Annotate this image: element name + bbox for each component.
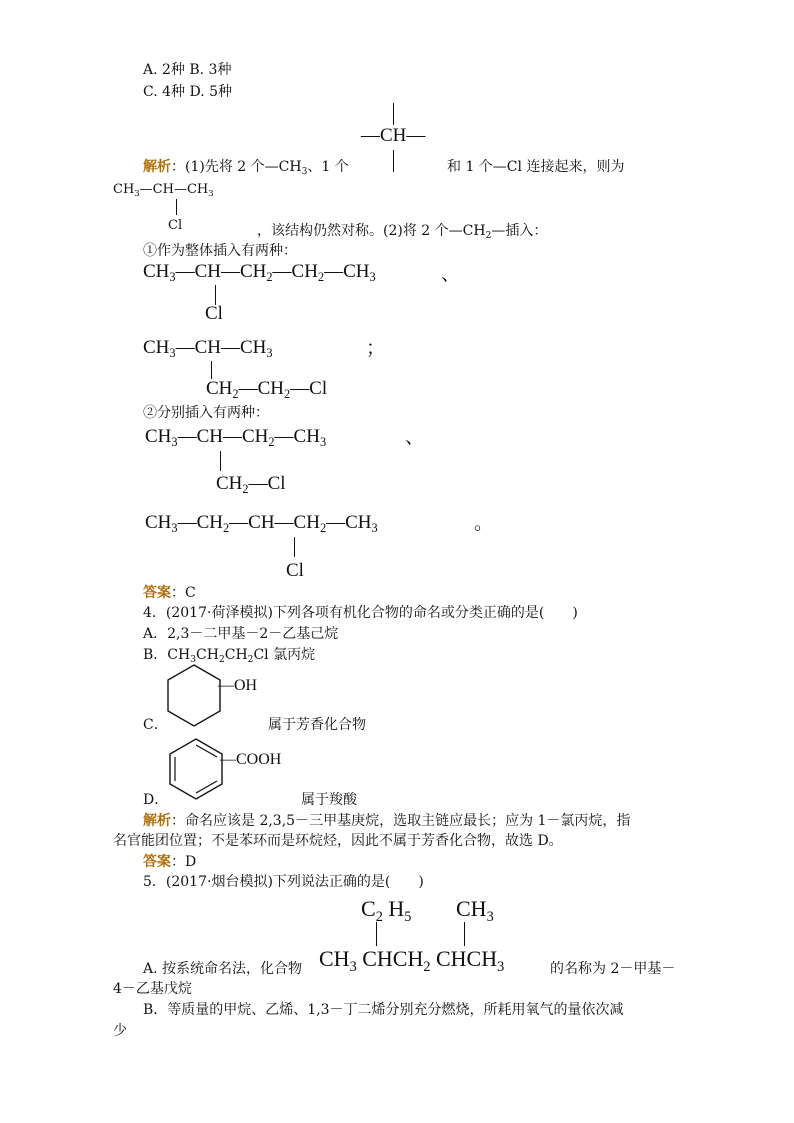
q5-option-a-line2: 4－乙基戊烷: [113, 981, 192, 997]
q5-bond-right: [464, 922, 465, 946]
option-c-oh-group: —OH: [218, 677, 258, 694]
structure-1-bond: [176, 199, 177, 215]
q4-answer: 答案：D: [143, 854, 197, 870]
structure-3-bond: [211, 361, 212, 379]
q5-substituent-c2h5: $C_2$ $H_5$: [361, 896, 412, 925]
analysis-label: 解析: [143, 813, 171, 829]
q3-options-ab: A. 2种 B. 3种: [143, 62, 232, 78]
answer-label: 答案: [143, 585, 171, 601]
structure-4-chain: $CH_3—CH—CH_2—CH_3$: [145, 426, 327, 450]
structure-1-chain: $CH_3—CH—CH_3$: [113, 182, 214, 198]
q4-analysis-line2: 名官能团位置；不是苯环而是环烷烃，因此不属于芳香化合物，故选 D。: [113, 833, 563, 849]
ch-fragment-bottom-bond: [393, 150, 394, 172]
option-d-label: D．: [143, 792, 169, 808]
structure-3-branch: $CH_2—CH_2—Cl$: [206, 378, 328, 402]
q5-bond-left: [376, 922, 377, 946]
cyclohexane-ring-icon: [164, 663, 224, 733]
structure-2-bond: [215, 285, 216, 305]
option-c-text: 属于芳香化合物: [268, 717, 366, 733]
q4-stem: 4．(2017·荷泽模拟)下列各项有机化合物的命名或分类正确的是( ): [143, 605, 578, 621]
q5-option-b-line2: 少: [113, 1023, 127, 1039]
q3-options-cd: C. 4种 D. 5种: [143, 84, 233, 100]
structure-5-chain: $CH_3—CH_2—CH—CH_2—CH_3$: [145, 512, 378, 536]
q4-analysis-line1: 解析：命名应该是 2,3,5－三甲基庚烷，选取主链应最长；应为 1－氯丙烷，指: [143, 813, 631, 829]
q5-main-chain: $CH_3$ $CHCH_2$ $CHCH_3$: [319, 946, 505, 975]
q5-option-a-prefix: A. 按系统命名法，化合物: [143, 961, 303, 977]
structure-5-bond: [294, 537, 295, 557]
q5-option-b-line1: B．等质量的甲烷、乙烯、1,3－丁二烯分别充分燃烧，所耗用氧气的量依次减: [143, 1002, 624, 1018]
structure-2-cl: Cl: [205, 303, 223, 324]
structure-3-chain: $CH_3—CH—CH_3$: [143, 337, 273, 361]
answer-label: 答案: [143, 854, 171, 870]
q3-case2-title: ②分别插入有两种：: [143, 405, 269, 421]
ch-fragment-top-bond: [393, 103, 394, 125]
q5-option-a-suffix: 的名称为 2－甲基－: [550, 961, 676, 977]
structure-2-comma: 、: [441, 264, 461, 285]
option-c-label: C．: [143, 717, 168, 733]
q3-analysis-line2: ，该结构仍然对称。(2)将 2 个$—CH_2—$插入：: [257, 223, 548, 242]
structure-1-cl: Cl: [168, 218, 183, 233]
option-d-cooh-group: —COOH: [220, 751, 282, 768]
structure-3-semicolon: ；: [366, 338, 386, 359]
structure-4-bond: [220, 451, 221, 471]
option-d-text: 属于羧酸: [301, 792, 357, 808]
q5-stem: 5．(2017·烟台模拟)下列说法正确的是( ): [143, 874, 424, 890]
q3-case1-title: ①作为整体插入有两种：: [143, 243, 297, 259]
q4-option-b: B．$CH_3CH_2CH_2Cl$ 氯丙烷: [143, 647, 316, 666]
benzene-ring-icon: [166, 737, 226, 803]
structure-5-period: 。: [474, 513, 494, 534]
q5-substituent-ch3: $CH_3$: [456, 896, 494, 925]
structure-4-comma: 、: [405, 427, 425, 448]
q3-analysis-line1: 解析：(1)先将 2 个$—CH_3$、1 个: [143, 159, 349, 178]
structure-5-cl: Cl: [286, 560, 304, 581]
structure-4-branch: $CH_2—Cl$: [216, 473, 286, 497]
analysis-label: 解析: [143, 159, 171, 175]
q3-answer: 答案：C: [143, 585, 196, 601]
ch-fragment: —CH—: [361, 125, 426, 146]
structure-2-chain: $CH_3—CH—CH_2—CH_2—CH_3$: [143, 261, 376, 285]
q4-option-a: A．2,3－二甲基－2－乙基己烷: [143, 626, 339, 642]
q3-analysis-line1-end: 和 1 个—Cl 连接起来，则为: [447, 159, 625, 175]
